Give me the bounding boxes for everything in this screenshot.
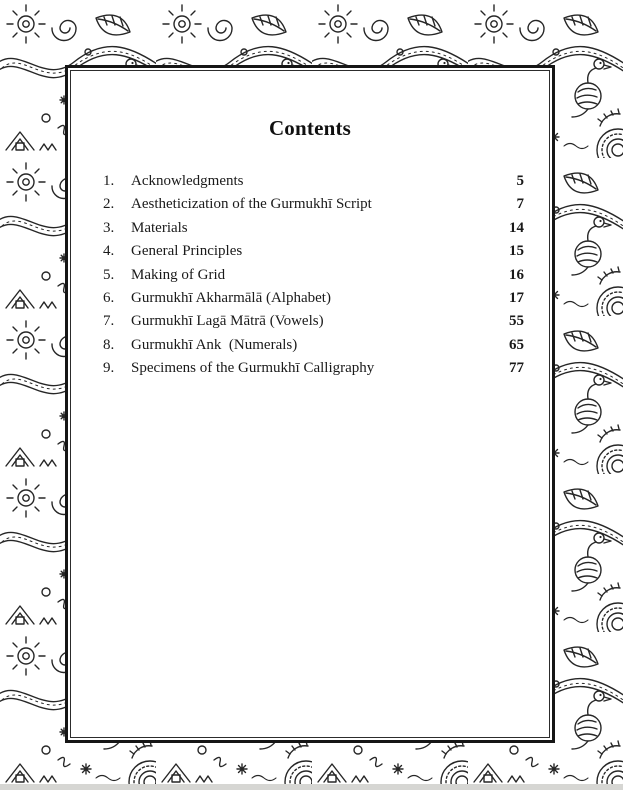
toc-number: 4. [103, 243, 115, 260]
toc-row [68, 310, 552, 333]
toc-row [68, 264, 552, 287]
toc-page-number: 77 [509, 360, 524, 377]
toc-label: General Principles [131, 243, 243, 260]
toc-list [68, 170, 552, 381]
toc-page-number: 14 [509, 219, 524, 236]
toc-number: 6. [103, 289, 115, 306]
toc-row [68, 193, 552, 216]
toc-label: Aestheticization of the Gurmukhī Script [131, 196, 372, 213]
toc-page-number: 17 [509, 289, 524, 306]
toc-label: Making of Grid [131, 266, 226, 283]
toc-label: Acknowledgments [131, 173, 244, 189]
toc-row [68, 287, 552, 310]
content-panel [65, 65, 555, 743]
toc-page-number: 5 [516, 173, 524, 189]
toc-page-number: 65 [509, 336, 524, 353]
toc-page-number: 15 [509, 243, 524, 260]
toc-page-number: 7 [516, 196, 524, 213]
toc-number: 8. [103, 336, 115, 353]
toc-row [68, 240, 552, 263]
toc-label: Gurmukhī Lagā Mātrā (Vowels) [131, 313, 324, 330]
toc-number: 9. [103, 360, 115, 377]
scan-edge-strip [0, 784, 623, 790]
toc-row [68, 334, 552, 357]
toc-label: Materials [131, 219, 188, 236]
page-title: Contents [268, 116, 352, 140]
toc-number: 1. [103, 173, 115, 189]
toc-label: Specimens of the Gurmukhī Calligraphy [131, 360, 375, 377]
toc-label: Gurmukhī Akharmālā (Alphabet) [131, 289, 331, 306]
toc-row [68, 217, 552, 240]
toc-number: 3. [103, 219, 115, 236]
toc-page-number: 55 [509, 313, 524, 330]
toc-label: Gurmukhī Ank (Numerals) [131, 336, 298, 353]
toc-number: 7. [103, 313, 115, 330]
toc-row [68, 170, 552, 193]
toc-number: 5. [103, 266, 115, 283]
toc-page-number: 16 [509, 266, 524, 283]
toc-number: 2. [103, 196, 115, 213]
toc-row [68, 357, 552, 380]
